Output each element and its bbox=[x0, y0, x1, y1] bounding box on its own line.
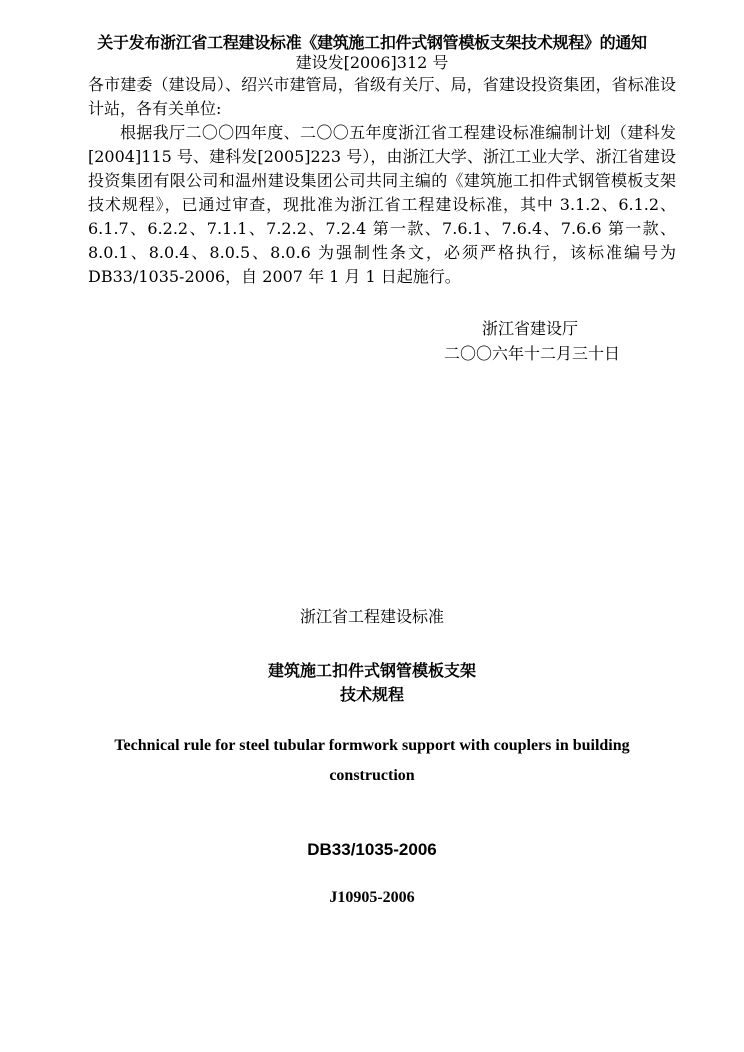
addressee: 各市建委（建设局）、绍兴市建管局，省级有关厅、局，省建设投资集团，省标准设计站，各有关单位: bbox=[88, 75, 676, 118]
standard-category: 浙江省工程建设标准 bbox=[299, 607, 444, 626]
signature-date: 二〇〇六年十二月三十日 bbox=[444, 344, 621, 363]
standard-title-line2: 技术规程 bbox=[339, 685, 404, 704]
notice-body: 根据我厅二〇〇四年度、二〇〇五年度浙江省工程建设标准编制计划（建科发[2004]115 号、建科发[2005]223 号），由浙江大学、浙江工业大学、浙江省建设投资集团有限公司和温州建设集团公司共同主编的《建筑施工扣件式钢管模板支架技术规程》，已通过审查，现批准为浙江省工程建设标准，其中 3.1.2、6.1.2、6.1.7、6.2.2、7.1.1、7.2.2、7.2.4 第一款、7.6.1、7.6.4、7.6.6 第一款、8.0.1、8.0.4、8.0.5、8.0.6 为强制性条文，必须严格执行，该标准编号为 DB33/1035-2006，自 2007 年 1 月 1 日起施行。 bbox=[88, 123, 676, 286]
standard-title-line1: 建筑施工扣件式钢管模板支架 bbox=[267, 661, 476, 680]
standard-english-title: Technical rule for steel tubular formwork support with couplers in building construction bbox=[114, 737, 630, 784]
standard-record-number: J10905-2006 bbox=[329, 889, 415, 906]
signature-organization: 浙江省建设厅 bbox=[482, 319, 579, 338]
notice-title: 关于发布浙江省工程建设标准《建筑施工扣件式钢管模板支架技术规程》的通知 bbox=[97, 33, 647, 52]
standard-code: DB33/1035-2006 bbox=[307, 840, 437, 859]
document-number: 建设发[2006]312 号 bbox=[295, 53, 449, 72]
